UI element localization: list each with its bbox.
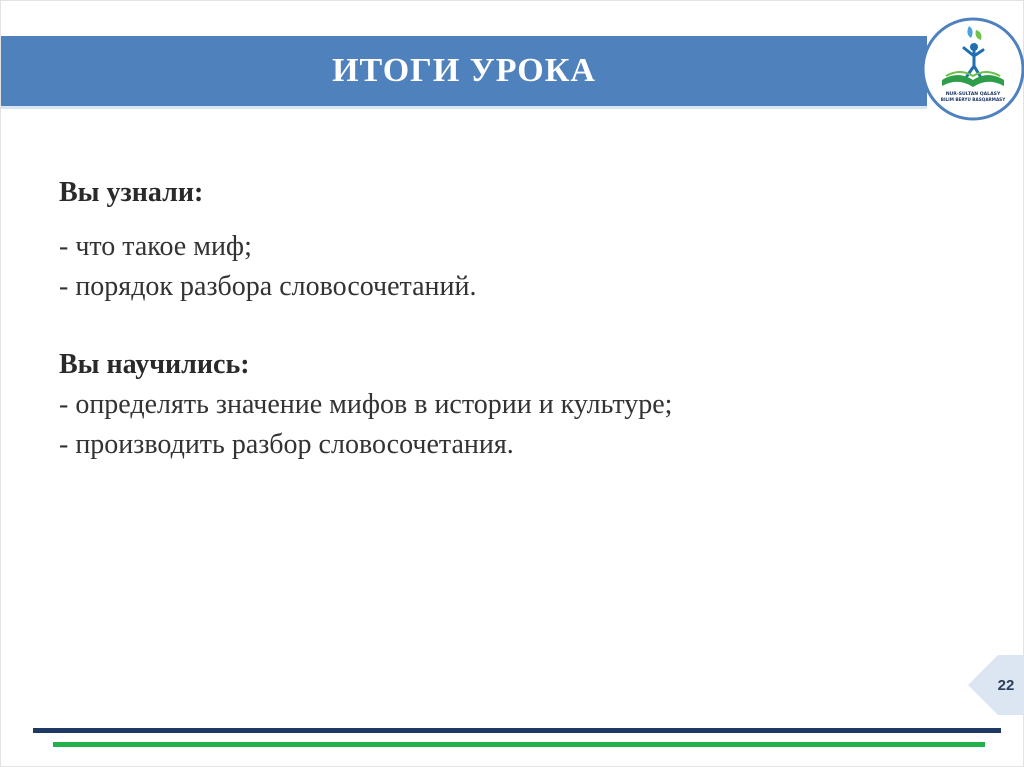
slide-title: ИТОГИ УРОКА — [332, 52, 596, 89]
skills-item: - производить разбор словосочетания. — [59, 429, 514, 460]
title-bar — [1, 36, 927, 109]
skills-heading: Вы научились: — [59, 349, 250, 380]
school-logo — [920, 14, 1024, 124]
lesson-summary — [59, 173, 939, 465]
logo-text-line2: BILIM BERYU BASQARMASY — [940, 97, 1006, 102]
learned-item: - что такое миф; — [59, 231, 252, 262]
learned-heading: Вы узнали: — [59, 177, 204, 208]
footer-line-navy — [33, 728, 1001, 733]
page-number: 22 — [997, 677, 1015, 694]
logo-text-line1: NUR-SULTAN QALASY — [945, 92, 1001, 97]
skills-item: - определять значение мифов в истории и культуре; — [59, 389, 673, 420]
footer-line-green — [53, 742, 985, 747]
learned-item: - порядок разбора словосочетаний. — [59, 271, 477, 302]
